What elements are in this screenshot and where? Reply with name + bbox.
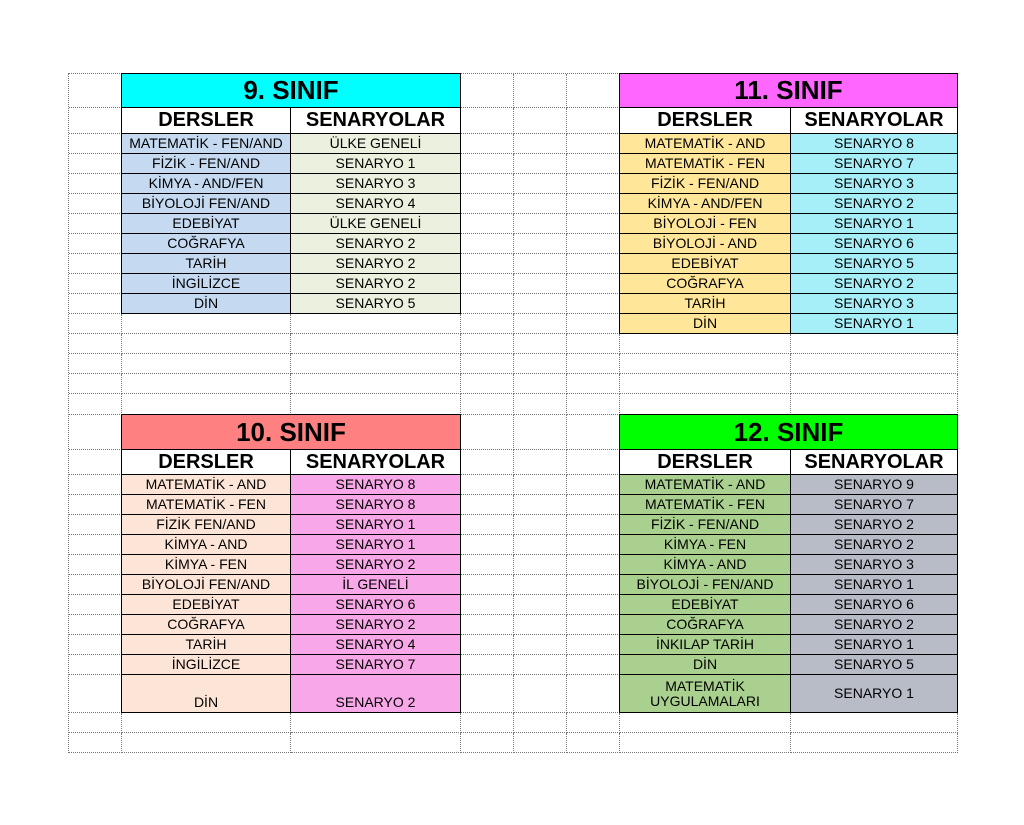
grade-12-senaryo-cell[interactable]: SENARYO 1 [790, 574, 958, 595]
grade-9-ders-cell[interactable]: EDEBİYAT [121, 213, 291, 234]
sheet-cell[interactable] [461, 394, 514, 415]
grade-12-ders-cell[interactable]: KİMYA - FEN [619, 534, 791, 555]
sheet-cell[interactable] [461, 234, 514, 254]
sheet-cell[interactable] [69, 154, 122, 174]
sheet-cell[interactable] [514, 635, 567, 655]
sheet-cell[interactable] [461, 415, 514, 450]
grade-12-senaryo-cell[interactable]: SENARYO 7 [790, 494, 958, 515]
sheet-cell[interactable] [69, 214, 122, 234]
sheet-cell[interactable] [514, 675, 567, 713]
sheet-cell[interactable] [69, 294, 122, 314]
sheet-cell[interactable] [461, 334, 514, 354]
grade-12-ders-cell[interactable]: COĞRAFYA [619, 614, 791, 635]
grade-9-senaryo-cell[interactable]: SENARYO 1 [290, 153, 461, 174]
grade-9-title[interactable]: 9. SINIF [121, 73, 461, 108]
sheet-cell[interactable] [514, 575, 567, 595]
grade-12-ders-cell[interactable]: EDEBİYAT [619, 594, 791, 615]
sheet-cell[interactable] [567, 194, 620, 214]
sheet-cell[interactable] [461, 254, 514, 274]
sheet-cell[interactable] [514, 713, 567, 733]
sheet-cell[interactable] [69, 475, 122, 495]
sheet-cell[interactable] [122, 394, 291, 415]
sheet-cell[interactable] [461, 294, 514, 314]
grade-10-ders-cell[interactable]: TARİH [121, 634, 291, 655]
sheet-cell[interactable] [567, 234, 620, 254]
sheet-cell[interactable] [514, 595, 567, 615]
grade-11-ders-cell[interactable]: BİYOLOJİ - AND [619, 233, 791, 254]
grade-12-header-dersler[interactable]: DERSLER [619, 449, 791, 475]
sheet-cell[interactable] [567, 174, 620, 194]
grade-10-ders-cell[interactable]: KİMYA - FEN [121, 554, 291, 575]
grade-9-ders-cell[interactable]: COĞRAFYA [121, 233, 291, 254]
grade-11-ders-cell[interactable]: COĞRAFYA [619, 273, 791, 294]
sheet-cell[interactable] [514, 174, 567, 194]
grade-9-senaryo-cell[interactable]: SENARYO 2 [290, 253, 461, 274]
sheet-cell[interactable] [620, 354, 791, 374]
sheet-cell[interactable] [620, 334, 791, 354]
sheet-cell[interactable] [514, 314, 567, 334]
sheet-cell[interactable] [69, 134, 122, 154]
grade-12-senaryo-cell[interactable]: SENARYO 1 [790, 674, 958, 713]
sheet-cell[interactable] [291, 314, 461, 334]
grade-9-senaryo-cell[interactable]: SENARYO 5 [290, 293, 461, 314]
sheet-cell[interactable] [514, 194, 567, 214]
grade-11-senaryo-cell[interactable]: SENARYO 6 [790, 233, 958, 254]
sheet-cell[interactable] [567, 314, 620, 334]
sheet-cell[interactable] [122, 713, 291, 733]
grade-10-senaryo-cell[interactable]: SENARYO 8 [290, 494, 461, 515]
sheet-cell[interactable] [69, 174, 122, 194]
sheet-cell[interactable] [567, 713, 620, 733]
grade-10-ders-cell[interactable]: KİMYA - AND [121, 534, 291, 555]
sheet-cell[interactable] [567, 515, 620, 535]
grade-11-title[interactable]: 11. SINIF [619, 73, 958, 108]
sheet-cell[interactable] [567, 535, 620, 555]
grade-10-senaryo-cell[interactable]: SENARYO 6 [290, 594, 461, 615]
sheet-cell[interactable] [514, 74, 567, 108]
sheet-cell[interactable] [567, 595, 620, 615]
grade-11-ders-cell[interactable]: MATEMATİK - AND [619, 133, 791, 154]
sheet-cell[interactable] [461, 214, 514, 234]
sheet-cell[interactable] [514, 615, 567, 635]
sheet-cell[interactable] [620, 733, 791, 753]
grade-9-senaryo-cell[interactable]: SENARYO 4 [290, 193, 461, 214]
grade-11-senaryo-cell[interactable]: SENARYO 3 [790, 173, 958, 194]
sheet-cell[interactable] [567, 334, 620, 354]
grade-9-header-dersler[interactable]: DERSLER [121, 107, 291, 134]
grade-9-senaryo-cell[interactable]: ÜLKE GENELİ [290, 213, 461, 234]
grade-10-senaryo-cell[interactable]: SENARYO 2 [290, 554, 461, 575]
sheet-cell[interactable] [461, 194, 514, 214]
grade-10-senaryo-cell[interactable]: SENARYO 4 [290, 634, 461, 655]
grade-11-ders-cell[interactable]: TARİH [619, 293, 791, 314]
sheet-cell[interactable] [69, 334, 122, 354]
grade-11-senaryo-cell[interactable]: SENARYO 8 [790, 133, 958, 154]
sheet-cell[interactable] [69, 595, 122, 615]
grade-12-senaryo-cell[interactable]: SENARYO 3 [790, 554, 958, 575]
sheet-cell[interactable] [514, 655, 567, 675]
sheet-cell[interactable] [69, 615, 122, 635]
sheet-cell[interactable] [567, 274, 620, 294]
grade-9-ders-cell[interactable]: MATEMATİK - FEN/AND [121, 133, 291, 154]
sheet-cell[interactable] [514, 134, 567, 154]
grade-9-senaryo-cell[interactable]: SENARYO 2 [290, 273, 461, 294]
sheet-cell[interactable] [69, 495, 122, 515]
grade-11-senaryo-cell[interactable]: SENARYO 5 [790, 253, 958, 274]
grade-10-ders-cell[interactable]: MATEMATİK - FEN [121, 494, 291, 515]
sheet-cell[interactable] [620, 374, 791, 394]
sheet-cell[interactable] [514, 415, 567, 450]
grade-12-ders-cell[interactable]: İNKILAP TARİH [619, 634, 791, 655]
sheet-cell[interactable] [69, 415, 122, 450]
sheet-cell[interactable] [567, 555, 620, 575]
grade-10-header-senaryolar[interactable]: SENARYOLAR [290, 449, 461, 475]
sheet-cell[interactable] [567, 74, 620, 108]
sheet-cell[interactable] [514, 515, 567, 535]
sheet-cell[interactable] [514, 374, 567, 394]
sheet-cell[interactable] [291, 334, 461, 354]
sheet-cell[interactable] [461, 174, 514, 194]
sheet-cell[interactable] [567, 254, 620, 274]
sheet-cell[interactable] [791, 713, 958, 733]
sheet-cell[interactable] [461, 374, 514, 394]
grade-10-ders-cell[interactable]: İNGİLİZCE [121, 654, 291, 675]
sheet-cell[interactable] [122, 733, 291, 753]
sheet-cell[interactable] [567, 575, 620, 595]
sheet-cell[interactable] [514, 475, 567, 495]
grade-10-senaryo-cell[interactable]: SENARYO 7 [290, 654, 461, 675]
sheet-cell[interactable] [791, 334, 958, 354]
sheet-cell[interactable] [567, 615, 620, 635]
grade-11-ders-cell[interactable]: EDEBİYAT [619, 253, 791, 274]
grade-10-ders-cell[interactable]: DİN [121, 674, 291, 713]
grade-10-ders-cell[interactable]: BİYOLOJİ FEN/AND [121, 574, 291, 595]
sheet-cell[interactable] [291, 394, 461, 415]
sheet-cell[interactable] [69, 234, 122, 254]
grade-11-ders-cell[interactable]: BİYOLOJİ - FEN [619, 213, 791, 234]
grade-11-senaryo-cell[interactable]: SENARYO 7 [790, 153, 958, 174]
grade-9-header-senaryolar[interactable]: SENARYOLAR [290, 107, 461, 134]
sheet-cell[interactable] [514, 495, 567, 515]
sheet-cell[interactable] [69, 515, 122, 535]
sheet-cell[interactable] [291, 713, 461, 733]
sheet-cell[interactable] [291, 354, 461, 374]
sheet-cell[interactable] [514, 154, 567, 174]
sheet-cell[interactable] [69, 555, 122, 575]
grade-12-ders-cell[interactable]: DİN [619, 654, 791, 675]
grade-11-ders-cell[interactable]: DİN [619, 313, 791, 334]
grade-12-title[interactable]: 12. SINIF [619, 414, 958, 450]
sheet-cell[interactable] [461, 733, 514, 753]
sheet-cell[interactable] [461, 450, 514, 475]
sheet-cell[interactable] [514, 294, 567, 314]
grade-10-senaryo-cell[interactable]: SENARYO 1 [290, 514, 461, 535]
grade-9-ders-cell[interactable]: FİZİK - FEN/AND [121, 153, 291, 174]
grade-12-ders-cell[interactable]: MATEMATİK UYGULAMALARI [619, 674, 791, 713]
sheet-cell[interactable] [567, 134, 620, 154]
grade-12-ders-cell[interactable]: KİMYA - AND [619, 554, 791, 575]
grade-12-senaryo-cell[interactable]: SENARYO 2 [790, 514, 958, 535]
grade-12-ders-cell[interactable]: MATEMATİK - AND [619, 474, 791, 495]
sheet-cell[interactable] [514, 394, 567, 415]
sheet-cell[interactable] [69, 74, 122, 108]
grade-11-senaryo-cell[interactable]: SENARYO 1 [790, 313, 958, 334]
grade-12-senaryo-cell[interactable]: SENARYO 2 [790, 614, 958, 635]
sheet-cell[interactable] [69, 394, 122, 415]
grade-11-ders-cell[interactable]: MATEMATİK - FEN [619, 153, 791, 174]
sheet-cell[interactable] [69, 635, 122, 655]
sheet-cell[interactable] [461, 655, 514, 675]
sheet-cell[interactable] [461, 535, 514, 555]
grade-9-ders-cell[interactable]: TARİH [121, 253, 291, 274]
grade-11-senaryo-cell[interactable]: SENARYO 2 [790, 273, 958, 294]
sheet-cell[interactable] [514, 234, 567, 254]
sheet-cell[interactable] [461, 274, 514, 294]
sheet-cell[interactable] [620, 394, 791, 415]
sheet-cell[interactable] [122, 354, 291, 374]
grade-9-ders-cell[interactable]: BİYOLOJİ FEN/AND [121, 193, 291, 214]
grade-10-senaryo-cell[interactable]: SENARYO 1 [290, 534, 461, 555]
sheet-cell[interactable] [461, 134, 514, 154]
grade-9-senaryo-cell[interactable]: SENARYO 2 [290, 233, 461, 254]
grade-12-senaryo-cell[interactable]: SENARYO 9 [790, 474, 958, 495]
grade-9-senaryo-cell[interactable]: SENARYO 3 [290, 173, 461, 194]
sheet-cell[interactable] [567, 354, 620, 374]
grade-9-senaryo-cell[interactable]: ÜLKE GENELİ [290, 133, 461, 154]
sheet-cell[interactable] [514, 535, 567, 555]
grade-10-ders-cell[interactable]: EDEBİYAT [121, 594, 291, 615]
grade-10-senaryo-cell[interactable]: SENARYO 2 [290, 674, 461, 713]
grade-11-header-dersler[interactable]: DERSLER [619, 107, 791, 134]
sheet-cell[interactable] [514, 733, 567, 753]
sheet-cell[interactable] [567, 415, 620, 450]
sheet-cell[interactable] [122, 314, 291, 334]
sheet-cell[interactable] [514, 274, 567, 294]
grade-10-ders-cell[interactable]: COĞRAFYA [121, 614, 291, 635]
grade-10-senaryo-cell[interactable]: SENARYO 8 [290, 474, 461, 495]
sheet-cell[interactable] [791, 354, 958, 374]
sheet-cell[interactable] [122, 374, 291, 394]
sheet-cell[interactable] [791, 733, 958, 753]
sheet-cell[interactable] [514, 450, 567, 475]
grade-12-header-senaryolar[interactable]: SENARYOLAR [790, 449, 958, 475]
sheet-cell[interactable] [567, 108, 620, 134]
sheet-cell[interactable] [69, 374, 122, 394]
sheet-cell[interactable] [461, 675, 514, 713]
sheet-cell[interactable] [69, 274, 122, 294]
grade-9-ders-cell[interactable]: İNGİLİZCE [121, 273, 291, 294]
sheet-cell[interactable] [567, 214, 620, 234]
sheet-cell[interactable] [69, 450, 122, 475]
grade-12-ders-cell[interactable]: MATEMATİK - FEN [619, 494, 791, 515]
sheet-cell[interactable] [461, 354, 514, 374]
sheet-cell[interactable] [69, 194, 122, 214]
sheet-cell[interactable] [69, 354, 122, 374]
grade-10-senaryo-cell[interactable]: İL GENELİ [290, 574, 461, 595]
sheet-cell[interactable] [461, 615, 514, 635]
sheet-cell[interactable] [461, 475, 514, 495]
sheet-cell[interactable] [514, 334, 567, 354]
sheet-cell[interactable] [514, 354, 567, 374]
grade-11-header-senaryolar[interactable]: SENARYOLAR [790, 107, 958, 134]
sheet-cell[interactable] [461, 154, 514, 174]
sheet-cell[interactable] [791, 374, 958, 394]
grade-10-senaryo-cell[interactable]: SENARYO 2 [290, 614, 461, 635]
grade-12-senaryo-cell[interactable]: SENARYO 2 [790, 534, 958, 555]
sheet-cell[interactable] [69, 675, 122, 713]
sheet-cell[interactable] [69, 733, 122, 753]
sheet-cell[interactable] [461, 635, 514, 655]
grade-10-ders-cell[interactable]: FİZİK FEN/AND [121, 514, 291, 535]
grade-11-senaryo-cell[interactable]: SENARYO 1 [790, 213, 958, 234]
grade-12-ders-cell[interactable]: BİYOLOJİ - FEN/AND [619, 574, 791, 595]
grade-10-ders-cell[interactable]: MATEMATİK - AND [121, 474, 291, 495]
sheet-cell[interactable] [567, 475, 620, 495]
sheet-cell[interactable] [461, 74, 514, 108]
sheet-cell[interactable] [69, 575, 122, 595]
sheet-cell[interactable] [514, 254, 567, 274]
sheet-cell[interactable] [461, 108, 514, 134]
sheet-cell[interactable] [567, 733, 620, 753]
sheet-cell[interactable] [567, 675, 620, 713]
grade-11-senaryo-cell[interactable]: SENARYO 2 [790, 193, 958, 214]
grade-10-header-dersler[interactable]: DERSLER [121, 449, 291, 475]
sheet-cell[interactable] [791, 394, 958, 415]
sheet-cell[interactable] [461, 314, 514, 334]
sheet-cell[interactable] [514, 214, 567, 234]
sheet-cell[interactable] [567, 154, 620, 174]
sheet-cell[interactable] [69, 535, 122, 555]
sheet-cell[interactable] [461, 555, 514, 575]
sheet-cell[interactable] [69, 314, 122, 334]
sheet-cell[interactable] [567, 374, 620, 394]
sheet-cell[interactable] [291, 733, 461, 753]
sheet-cell[interactable] [69, 713, 122, 733]
sheet-cell[interactable] [567, 450, 620, 475]
grade-11-ders-cell[interactable]: FİZİK - FEN/AND [619, 173, 791, 194]
sheet-cell[interactable] [514, 108, 567, 134]
sheet-cell[interactable] [122, 334, 291, 354]
grade-10-title[interactable]: 10. SINIF [121, 414, 461, 450]
sheet-cell[interactable] [69, 655, 122, 675]
sheet-cell[interactable] [567, 294, 620, 314]
sheet-cell[interactable] [461, 515, 514, 535]
sheet-cell[interactable] [461, 495, 514, 515]
grade-12-senaryo-cell[interactable]: SENARYO 5 [790, 654, 958, 675]
sheet-cell[interactable] [69, 108, 122, 134]
sheet-cell[interactable] [514, 555, 567, 575]
sheet-cell[interactable] [461, 595, 514, 615]
sheet-cell[interactable] [567, 635, 620, 655]
sheet-cell[interactable] [291, 374, 461, 394]
grade-9-ders-cell[interactable]: DİN [121, 293, 291, 314]
sheet-cell[interactable] [461, 575, 514, 595]
grade-12-senaryo-cell[interactable]: SENARYO 1 [790, 634, 958, 655]
sheet-cell[interactable] [567, 394, 620, 415]
grade-12-senaryo-cell[interactable]: SENARYO 6 [790, 594, 958, 615]
sheet-cell[interactable] [567, 655, 620, 675]
sheet-cell[interactable] [620, 713, 791, 733]
grade-12-ders-cell[interactable]: FİZİK - FEN/AND [619, 514, 791, 535]
grade-11-ders-cell[interactable]: KİMYA - AND/FEN [619, 193, 791, 214]
sheet-cell[interactable] [567, 495, 620, 515]
sheet-cell[interactable] [461, 713, 514, 733]
sheet-cell[interactable] [69, 254, 122, 274]
grade-9-ders-cell[interactable]: KİMYA - AND/FEN [121, 173, 291, 194]
grade-11-senaryo-cell[interactable]: SENARYO 3 [790, 293, 958, 314]
